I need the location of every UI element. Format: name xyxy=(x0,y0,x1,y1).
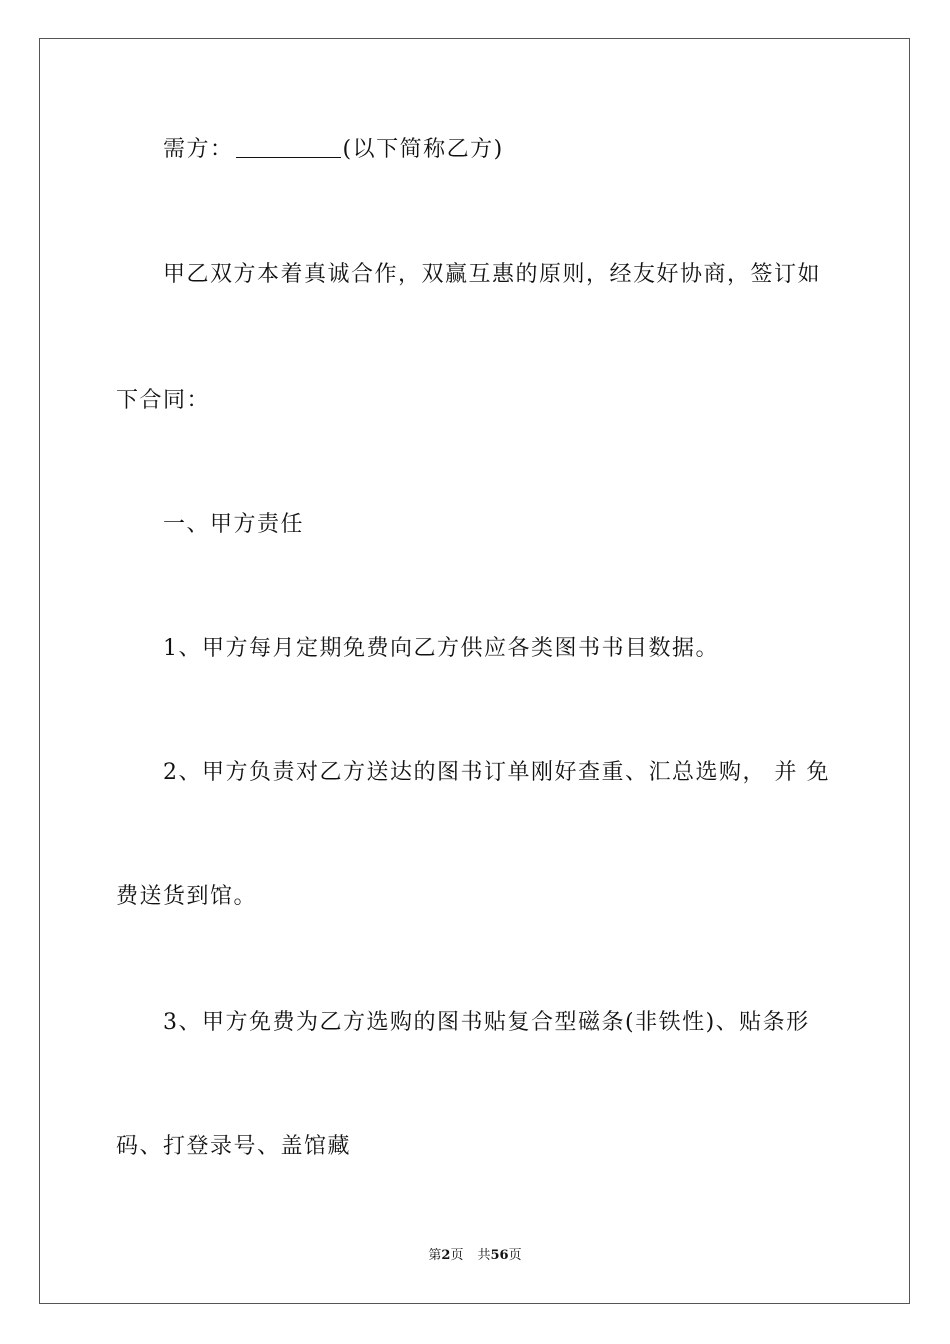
page-unit: 页 xyxy=(450,1248,464,1263)
total-pages: 56 xyxy=(490,1248,509,1263)
buyer-label: 需方： xyxy=(163,137,234,162)
paragraph-line: 1、甲方每月定期免费向乙方供应各类图书书目数据。 xyxy=(163,636,719,661)
paragraph-line: 下合同： xyxy=(116,388,211,413)
section-heading: 一、甲方责任 xyxy=(163,512,305,537)
page-border xyxy=(39,38,910,1304)
buyer-line xyxy=(163,135,504,165)
page-footer xyxy=(0,1247,950,1265)
total-prefix: 共 xyxy=(477,1248,491,1263)
buyer-name-blank xyxy=(236,137,341,158)
paragraph-line: 甲乙双方本着真诚合作，双赢互惠的原则，经友好协商，签订如 xyxy=(163,262,822,287)
buyer-note: (以下简称乙方) xyxy=(342,137,504,162)
paragraph-line: 费送货到馆。 xyxy=(116,884,258,909)
page-number: 2 xyxy=(441,1248,451,1263)
paragraph-line: 码、打登录号、盖馆藏 xyxy=(116,1134,352,1159)
total-unit: 页 xyxy=(508,1248,522,1263)
paragraph-line: 3、甲方免费为乙方选购的图书贴复合型磁条(非铁性)、贴条形 xyxy=(163,1010,810,1035)
paragraph-line: 2、甲方负责对乙方送达的图书订单刚好查重、汇总选购， 并 免 xyxy=(163,760,830,785)
page-prefix: 第 xyxy=(428,1248,442,1263)
